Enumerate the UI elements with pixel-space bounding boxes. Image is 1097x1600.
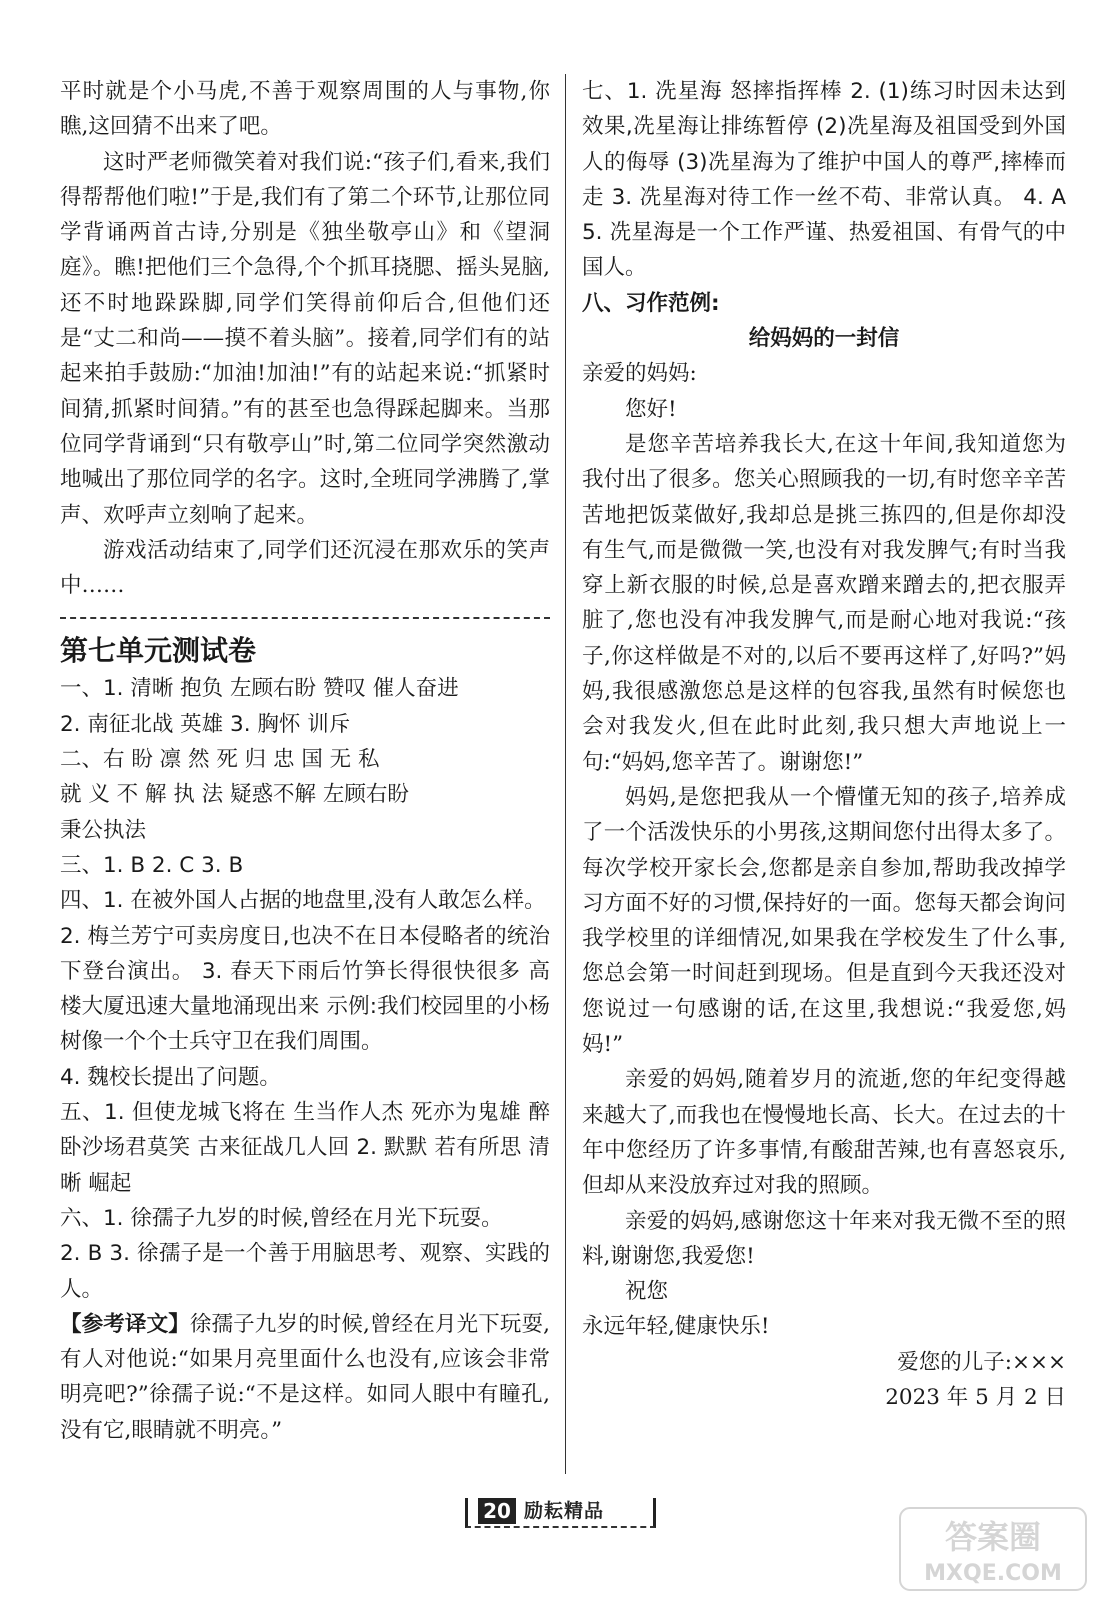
letter-paragraph-4: 亲爱的妈妈,感谢您这十年来对我无微不至的照料,谢谢您,我爱您! (582, 1208, 1066, 1269)
brand-logo: 励耘精品 (524, 1500, 605, 1522)
letter-title: 给妈妈的一封信 (748, 326, 900, 352)
answer-q4a: 四、1. 在被外国人占据的地盘里,没有人敢怎么样。 (60, 888, 546, 914)
letter-date: 2023 年 5 月 2 日 (885, 1384, 1066, 1410)
watermark-logo-icon (898, 1506, 1088, 1592)
right-column (582, 74, 1066, 1415)
letter-signature: 爱您的儿子:××× (897, 1349, 1066, 1375)
letter-greeting: 您好! (625, 396, 677, 422)
reference-text: 徐孺子九岁的时候,曾经在月光下玩耍,有人对他说:“如果月亮里面什么也没有,应该会非常明亮吧?”徐孺子说:“不是这样。如同人眼中有瞳孔,没有它,眼睛就不明亮。” (60, 1311, 550, 1443)
left-column (60, 74, 550, 1448)
answer-q1b: 2. 南征北战 英雄 3. 胸怀 训斥 (60, 711, 351, 737)
answer-q2a: 二、右 盼 凛 然 死 归 忠 国 无 私 (60, 747, 380, 773)
answer-q4b: 2. 梅兰芳宁可卖房度日,也决不在日本侵略者的统治下登台演出。 3. 春天下雨后竹笋长得很快很多 高楼大厦迅速大量地涌现出来 示例:我们校园里的小杨树像一个个士兵守卫在我们周围。 (60, 923, 550, 1055)
letter-paragraph-1: 是您辛苦培养我长大,在这十年间,我知道您为我付出了很多。您关心照顾我的一切,有时您辛辛苦苦地把饭菜做好,我却总是挑三拣四的,但是你却没有生气,而是微微一笑,也没有对我发脾气;有时当我穿上新衣服的时候,总是喜欢蹭来蹭去的,把衣服弄脏了,您也没有冲我发脾气,而是耐心地对我说:“孩子,你这样做是不对的,以后不要再这样了,好吗?”妈妈,我很感激您总是这样的包容我,虽然有时候您也会对我发火,但在此时此刻,我只想大声地说上一句:“妈妈,您辛苦了。谢谢您!” (582, 431, 1066, 775)
answer-q6b: 2. B 3. 徐孺子是一个善于用脑思考、观察、实践的人。 (60, 1241, 550, 1302)
letter-closing: 祝您 (625, 1279, 669, 1305)
answer-q2b: 就 义 不 解 执 法 疑惑不解 左顾右盼 (60, 782, 409, 808)
essay-paragraph-2: 这时严老师微笑着对我们说:“孩子们,看来,我们得帮帮他们啦!”于是,我们有了第二个环节,让那位同学背诵两首古诗,分别是《独坐敬亭山》和《望洞庭》。瞧!把他们三个急得,个个抓耳挠腮、摇头晃脑,还不时地跺跺脚,同学们笑得前仰后合,但他们还是“丈二和尚——摸不着头脑”。接着,同学们有的站起来拍手鼓励:“加油!加油!”有的站起来说:“抓紧时间猜,抓紧时间猜。”有的甚至也急得踩起脚来。当那位同学背诵到“只有敬亭山”时,第二位同学突然激动地喊出了那位同学的名字。这时,全班同学沸腾了,掌声、欢呼声立刻响了起来。 (60, 149, 550, 528)
essay-paragraph-1: 平时就是个小马虎,不善于观察周围的人与事物,你瞧,这回猜不出来了吧。 (60, 79, 550, 140)
answer-q2c: 秉公执法 (60, 817, 147, 843)
letter-wish: 永远年轻,健康快乐! (582, 1314, 770, 1340)
reference-translation (60, 1307, 550, 1448)
letter-salutation: 亲爱的妈妈: (582, 361, 697, 387)
answer-q8-label: 八、习作范例: (582, 290, 720, 316)
page-number: 20 (478, 1498, 516, 1524)
unit-title: 第七单元测试卷 (60, 634, 257, 668)
answer-q3: 三、1. B 2. C 3. B (60, 852, 244, 878)
answer-q7: 七、1. 冼星海 怒摔指挥棒 2. (1)练习时因未达到效果,冼星海让排练暂停 (2)冼星海及祖国受到外国人的侮辱 (3)冼星海为了维护中国人的尊严,摔棒而走 3. 冼星海对待工作一丝不苟、非常认真。 4. A 5. 冼星海是一个工作严谨、热爱祖国、有骨气的中国人。 (582, 79, 1066, 281)
reference-label: 【参考译文】 (60, 1311, 190, 1337)
answer-q1: 一、1. 清晰 抱负 左顾右盼 赞叹 催人奋进 (60, 676, 459, 702)
essay-paragraph-3: 游戏活动结束了,同学们还沉浸在那欢乐的笑声中…… (60, 537, 550, 599)
answer-q5: 五、1. 但使龙城飞将在 生当作人杰 死亦为鬼雄 醉卧沙场君莫笑 古来征战几人回 2. 默默 若有所思 清晰 崛起 (60, 1100, 550, 1196)
letter-paragraph-2: 妈妈,是您把我从一个懵懂无知的孩子,培养成了一个活泼快乐的小男孩,这期间您付出得太多了。每次学校开家长会,您都是亲自参加,帮助我改掉学习方面不好的习惯,保持好的一面。您每天都会询问我学校里的详细情况,如果我在学校发生了什么事,您总会第一时间赶到现场。但是直到今天我还没对您说过一句感谢的话,在这里,我想说:“我爱您,妈妈!” (582, 784, 1066, 1058)
svg-text:MXQE.COM: MXQE.COM (924, 1561, 1062, 1586)
svg-text:答案圈: 答案圈 (944, 1518, 1042, 1556)
letter-paragraph-3: 亲爱的妈妈,随着岁月的流逝,您的年纪变得越来越大了,而我也在慢慢地长高、长大。在过去的十年中您经历了许多事情,有酸甜苦辣,也有喜怒哀乐,但却从来没放弃过对我的照顾。 (582, 1067, 1066, 1199)
answer-q6a: 六、1. 徐孺子九岁的时候,曾经在月光下玩耍。 (60, 1205, 503, 1231)
column-divider (565, 74, 566, 1474)
answer-q4c: 4. 魏校长提出了问题。 (60, 1064, 281, 1090)
section-divider (60, 617, 550, 619)
